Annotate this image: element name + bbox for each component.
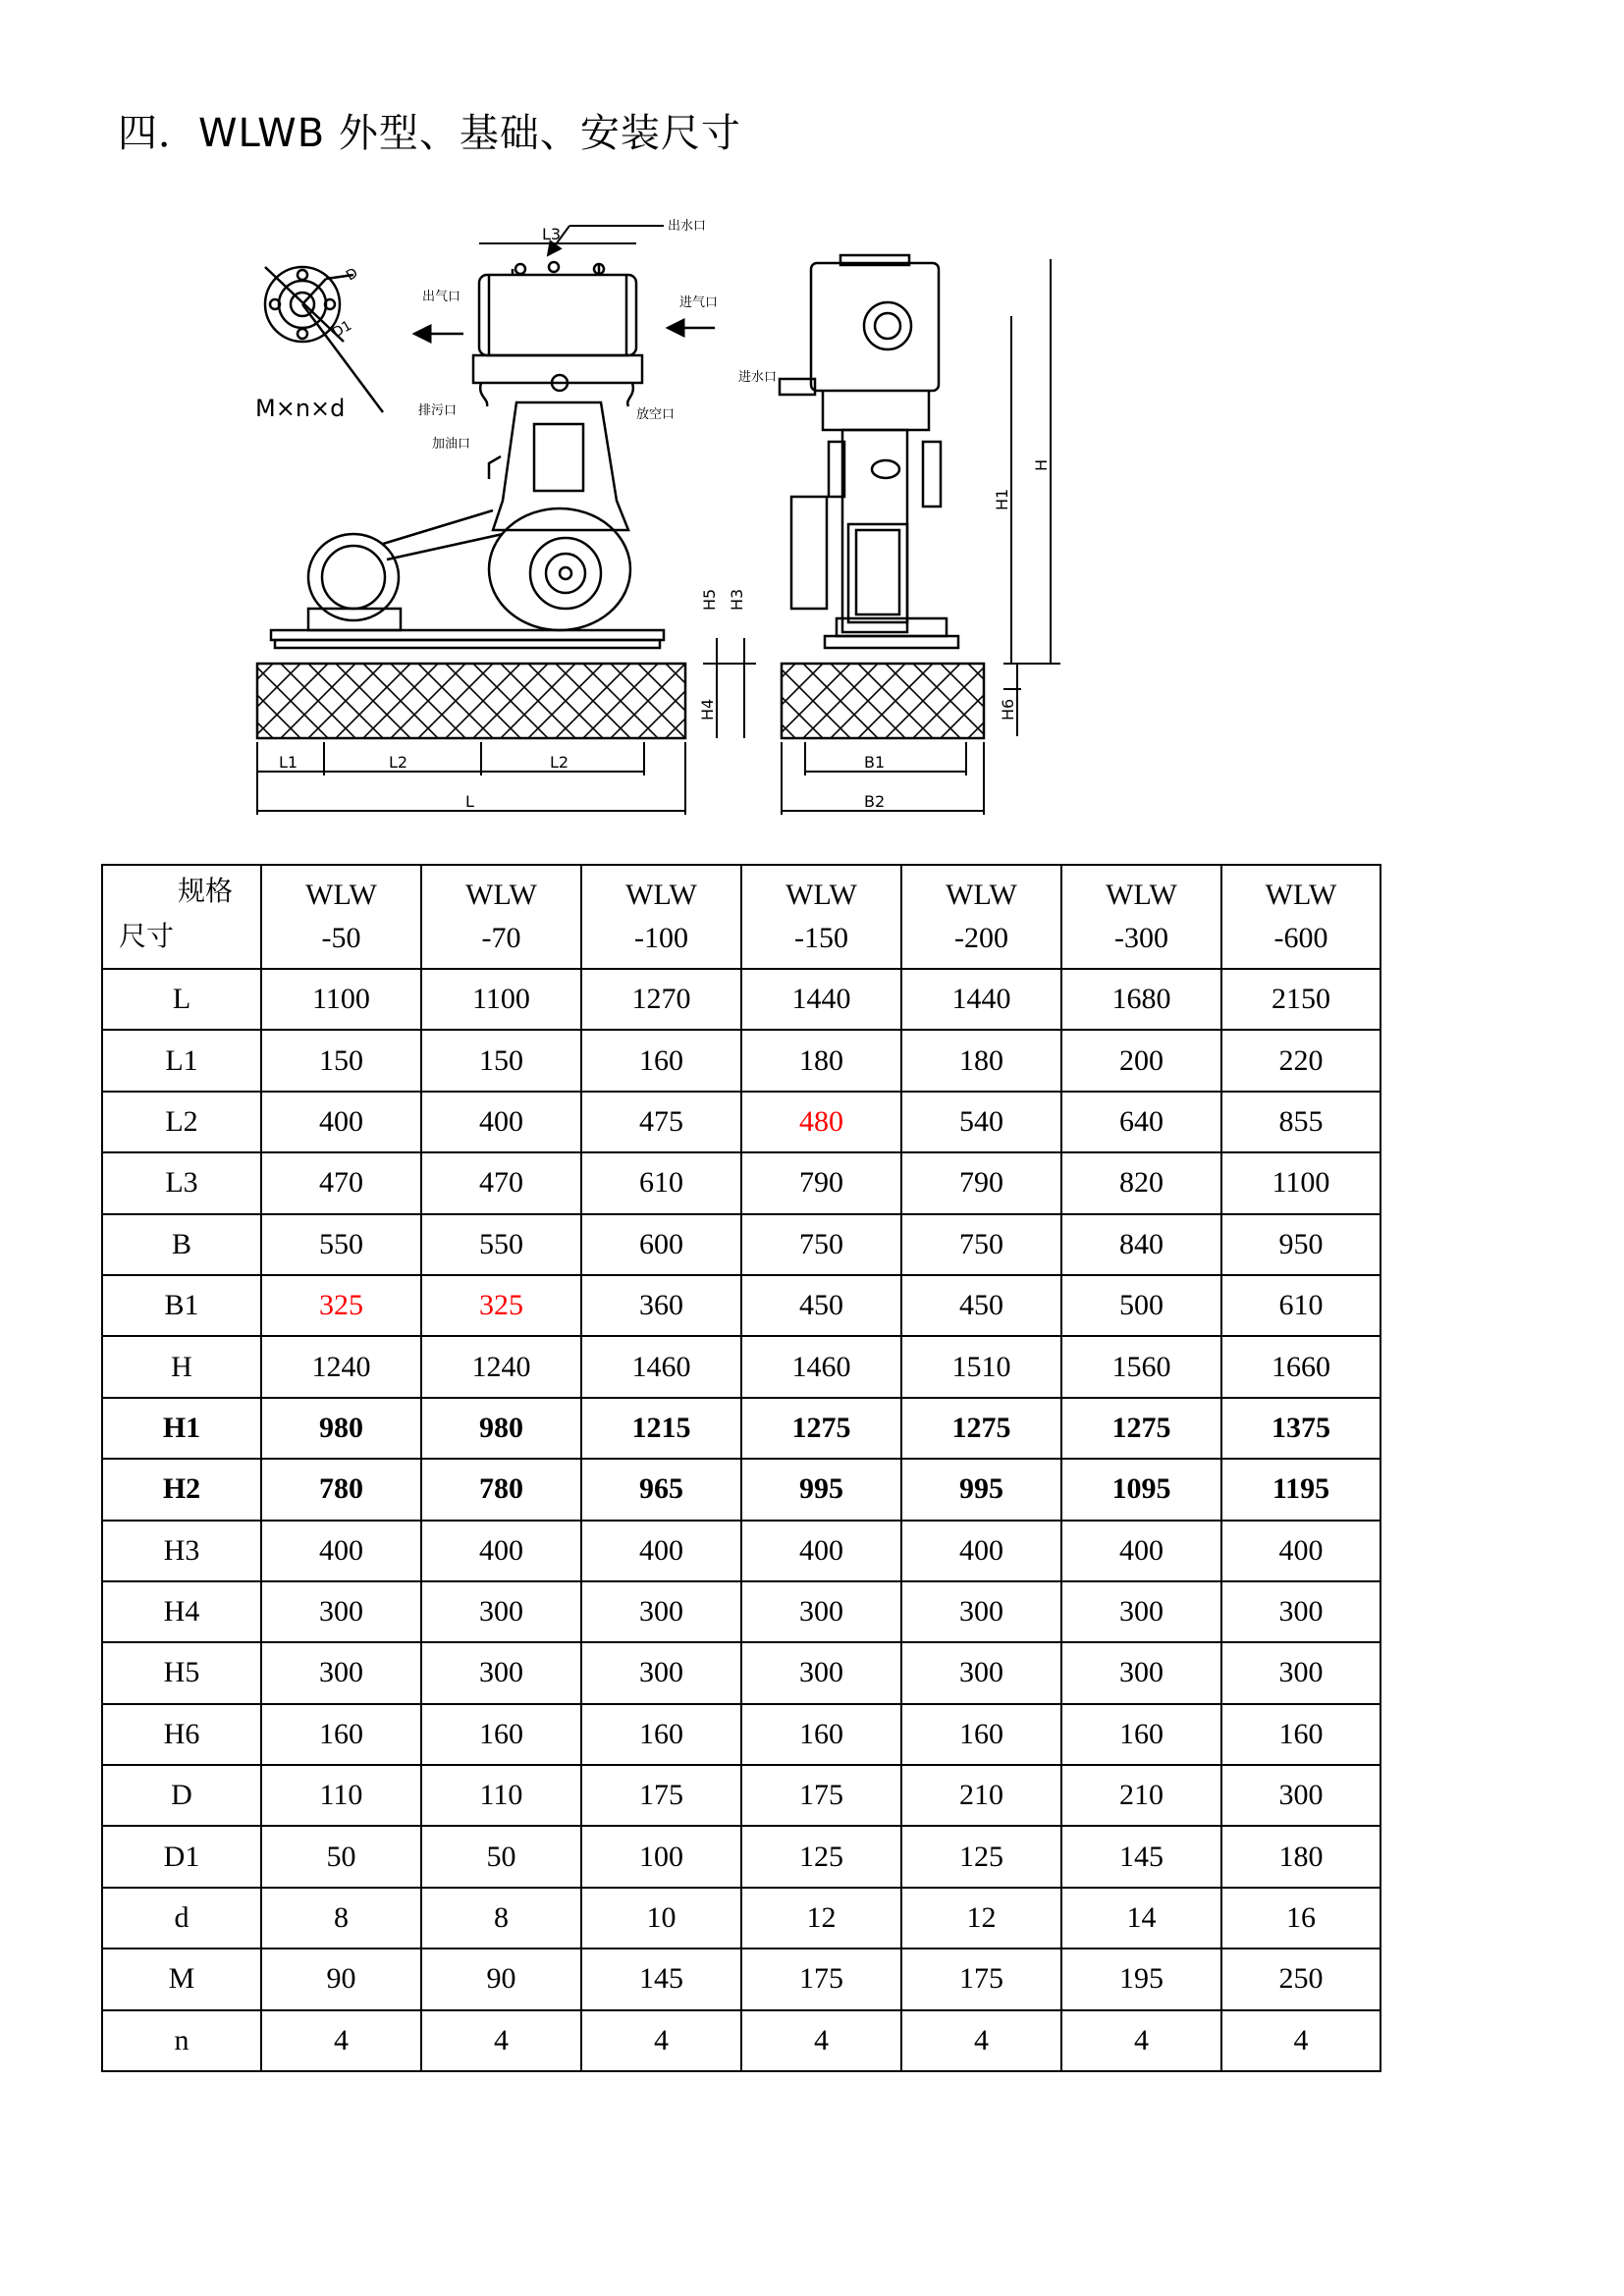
row-label-cell: n xyxy=(102,2010,261,2071)
value-cell: 180 xyxy=(901,1030,1061,1091)
value-cell: 145 xyxy=(581,1949,741,2009)
value-cell: 210 xyxy=(1061,1765,1221,1826)
value-cell: 145 xyxy=(1061,1826,1221,1887)
value-cell: 110 xyxy=(261,1765,421,1826)
value-cell: 470 xyxy=(421,1152,581,1213)
value-cell: 950 xyxy=(1221,1214,1380,1275)
value-cell: 4 xyxy=(261,2010,421,2071)
value-cell: 4 xyxy=(1221,2010,1380,2071)
row-label-cell: H5 xyxy=(102,1642,261,1703)
table-row xyxy=(102,1888,1380,1949)
table-row xyxy=(102,1581,1380,1642)
value-cell: 160 xyxy=(901,1704,1061,1765)
model-name-line2: -50 xyxy=(321,922,361,954)
row-label-cell: L xyxy=(102,969,261,1030)
value-cell: 175 xyxy=(741,1765,901,1826)
value-cell: 820 xyxy=(1061,1152,1221,1213)
value-cell: 1270 xyxy=(581,969,741,1030)
table-header-row xyxy=(102,865,1380,969)
value-cell: 300 xyxy=(901,1642,1061,1703)
flange-d1-label: D1 xyxy=(330,317,355,342)
value-cell: 790 xyxy=(901,1152,1061,1213)
outlet-air-label: 出气口 xyxy=(422,290,461,304)
value-cell: 1460 xyxy=(741,1336,901,1397)
dim-h5-label: H5 xyxy=(700,588,719,611)
model-name-line2: -300 xyxy=(1114,922,1168,954)
flange-formula-label: M×n×d xyxy=(255,395,346,422)
value-cell: 110 xyxy=(421,1765,581,1826)
value-cell: 780 xyxy=(421,1459,581,1520)
table-row xyxy=(102,1459,1380,1520)
value-cell: 1440 xyxy=(901,969,1061,1030)
value-cell: 175 xyxy=(901,1949,1061,2009)
value-cell: 1100 xyxy=(261,969,421,1030)
value-cell: 300 xyxy=(741,1642,901,1703)
value-cell: 210 xyxy=(901,1765,1061,1826)
value-cell: 980 xyxy=(261,1398,421,1459)
dim-l2b-label: L2 xyxy=(550,753,569,772)
corner-bottom-label: 尺寸 xyxy=(119,920,175,952)
vent-label: 放空口 xyxy=(636,407,676,422)
value-cell: 480 xyxy=(741,1092,901,1152)
value-cell: 325 xyxy=(261,1275,421,1336)
value-cell: 400 xyxy=(421,1092,581,1152)
value-cell: 1275 xyxy=(901,1398,1061,1459)
value-cell: 180 xyxy=(1221,1826,1380,1887)
value-cell: 300 xyxy=(581,1581,741,1642)
value-cell: 300 xyxy=(581,1642,741,1703)
value-cell: 980 xyxy=(421,1398,581,1459)
value-cell: 180 xyxy=(741,1030,901,1091)
row-label-cell: H4 xyxy=(102,1581,261,1642)
value-cell: 1275 xyxy=(741,1398,901,1459)
value-cell: 840 xyxy=(1061,1214,1221,1275)
dim-l3-label: L3 xyxy=(542,225,562,243)
value-cell: 300 xyxy=(1061,1642,1221,1703)
value-cell: 160 xyxy=(1221,1704,1380,1765)
value-cell: 300 xyxy=(421,1642,581,1703)
row-label-cell: D xyxy=(102,1765,261,1826)
model-name-line2: -100 xyxy=(634,922,688,954)
model-name-line1: WLW xyxy=(305,879,377,911)
value-cell: 125 xyxy=(901,1826,1061,1887)
value-cell: 160 xyxy=(421,1704,581,1765)
value-cell: 4 xyxy=(421,2010,581,2071)
table-row xyxy=(102,1704,1380,1765)
value-cell: 2150 xyxy=(1221,969,1380,1030)
row-label-cell: L1 xyxy=(102,1030,261,1091)
value-cell: 90 xyxy=(261,1949,421,2009)
dim-h3-label: H3 xyxy=(728,588,746,611)
value-cell: 1375 xyxy=(1221,1398,1380,1459)
value-cell: 8 xyxy=(421,1888,581,1949)
value-cell: 160 xyxy=(261,1704,421,1765)
model-header-cell xyxy=(581,865,741,969)
value-cell: 1660 xyxy=(1221,1336,1380,1397)
model-name-line1: WLW xyxy=(465,879,537,911)
model-name-line1: WLW xyxy=(785,879,857,911)
value-cell: 1215 xyxy=(581,1398,741,1459)
model-header-cell xyxy=(261,865,421,969)
side-view xyxy=(780,255,958,648)
value-cell: 1510 xyxy=(901,1336,1061,1397)
value-cell: 400 xyxy=(1221,1521,1380,1581)
value-cell: 50 xyxy=(261,1826,421,1887)
value-cell: 475 xyxy=(581,1092,741,1152)
value-cell: 10 xyxy=(581,1888,741,1949)
row-label-cell: D1 xyxy=(102,1826,261,1887)
row-label-cell: H xyxy=(102,1336,261,1397)
value-cell: 12 xyxy=(741,1888,901,1949)
value-cell: 550 xyxy=(421,1214,581,1275)
value-cell: 470 xyxy=(261,1152,421,1213)
value-cell: 200 xyxy=(1061,1030,1221,1091)
value-cell: 360 xyxy=(581,1275,741,1336)
value-cell: 12 xyxy=(901,1888,1061,1949)
table-row xyxy=(102,1642,1380,1703)
value-cell: 175 xyxy=(581,1765,741,1826)
value-cell: 1460 xyxy=(581,1336,741,1397)
dim-l-label: L xyxy=(465,792,474,811)
value-cell: 100 xyxy=(581,1826,741,1887)
value-cell: 450 xyxy=(901,1275,1061,1336)
value-cell: 450 xyxy=(741,1275,901,1336)
dim-h-label: H xyxy=(1032,458,1051,471)
value-cell: 300 xyxy=(1221,1581,1380,1642)
value-cell: 965 xyxy=(581,1459,741,1520)
value-cell: 300 xyxy=(421,1581,581,1642)
row-label-cell: H6 xyxy=(102,1704,261,1765)
table-row xyxy=(102,1826,1380,1887)
row-label-cell: H3 xyxy=(102,1521,261,1581)
value-cell: 540 xyxy=(901,1092,1061,1152)
value-cell: 400 xyxy=(261,1092,421,1152)
model-name-line2: -200 xyxy=(954,922,1008,954)
table-row xyxy=(102,1336,1380,1397)
model-name-line2: -150 xyxy=(794,922,848,954)
value-cell: 400 xyxy=(581,1521,741,1581)
dim-h6-label: H6 xyxy=(999,698,1017,721)
table-row xyxy=(102,1092,1380,1152)
table-row xyxy=(102,1765,1380,1826)
value-cell: 855 xyxy=(1221,1092,1380,1152)
value-cell: 4 xyxy=(901,2010,1061,2071)
value-cell: 1195 xyxy=(1221,1459,1380,1520)
dim-l2a-label: L2 xyxy=(389,753,408,772)
model-header-cell xyxy=(1061,865,1221,969)
value-cell: 4 xyxy=(741,2010,901,2071)
value-cell: 1560 xyxy=(1061,1336,1221,1397)
value-cell: 300 xyxy=(741,1581,901,1642)
value-cell: 1240 xyxy=(421,1336,581,1397)
value-cell: 150 xyxy=(421,1030,581,1091)
table-row xyxy=(102,1275,1380,1336)
front-view xyxy=(271,262,664,648)
row-label-cell: L3 xyxy=(102,1152,261,1213)
value-cell: 1100 xyxy=(421,969,581,1030)
value-cell: 4 xyxy=(581,2010,741,2071)
flange-detail xyxy=(265,267,383,412)
value-cell: 150 xyxy=(261,1030,421,1091)
row-label-cell: L2 xyxy=(102,1092,261,1152)
value-cell: 300 xyxy=(1221,1642,1380,1703)
value-cell: 300 xyxy=(901,1581,1061,1642)
table-row xyxy=(102,1152,1380,1213)
dim-b2-label: B2 xyxy=(864,792,886,811)
value-cell: 160 xyxy=(1061,1704,1221,1765)
value-cell: 1100 xyxy=(1221,1152,1380,1213)
front-foundation xyxy=(257,664,685,738)
value-cell: 790 xyxy=(741,1152,901,1213)
value-cell: 4 xyxy=(1061,2010,1221,2071)
pump-outline-drawing xyxy=(236,206,1100,834)
value-cell: 995 xyxy=(901,1459,1061,1520)
value-cell: 175 xyxy=(741,1949,901,2009)
model-header-cell xyxy=(421,865,581,969)
outlet-water-label: 出水口 xyxy=(668,219,707,234)
dim-h4-label: H4 xyxy=(698,698,717,721)
value-cell: 14 xyxy=(1061,1888,1221,1949)
value-cell: 325 xyxy=(421,1275,581,1336)
model-name-line1: WLW xyxy=(946,879,1017,911)
dimension-table xyxy=(101,864,1381,2072)
corner-top-label: 规格 xyxy=(177,875,233,907)
row-label-cell: M xyxy=(102,1949,261,2009)
value-cell: 1240 xyxy=(261,1336,421,1397)
value-cell: 640 xyxy=(1061,1092,1221,1152)
row-label-cell: H1 xyxy=(102,1398,261,1459)
flange-d-label: D xyxy=(344,265,361,285)
value-cell: 195 xyxy=(1061,1949,1221,2009)
value-cell: 750 xyxy=(901,1214,1061,1275)
value-cell: 50 xyxy=(421,1826,581,1887)
value-cell: 400 xyxy=(1061,1521,1221,1581)
value-cell: 1440 xyxy=(741,969,901,1030)
value-cell: 400 xyxy=(901,1521,1061,1581)
model-name-line1: WLW xyxy=(1106,879,1177,911)
page-heading: 四．WLWB 外型、基础、安装尺寸 xyxy=(118,111,741,156)
value-cell: 400 xyxy=(421,1521,581,1581)
table-row xyxy=(102,1214,1380,1275)
value-cell: 500 xyxy=(1061,1275,1221,1336)
model-name-line2: -600 xyxy=(1273,922,1328,954)
value-cell: 300 xyxy=(1221,1765,1380,1826)
value-cell: 1680 xyxy=(1061,969,1221,1030)
dim-h1-label: H1 xyxy=(993,488,1011,510)
table-row xyxy=(102,1521,1380,1581)
value-cell: 220 xyxy=(1221,1030,1380,1091)
model-header-cell xyxy=(1221,865,1380,969)
table-row xyxy=(102,1949,1380,2009)
model-header-cell xyxy=(901,865,1061,969)
value-cell: 160 xyxy=(581,1030,741,1091)
value-cell: 995 xyxy=(741,1459,901,1520)
table-row xyxy=(102,2010,1380,2071)
value-cell: 8 xyxy=(261,1888,421,1949)
row-label-cell: B xyxy=(102,1214,261,1275)
value-cell: 780 xyxy=(261,1459,421,1520)
table-row xyxy=(102,1030,1380,1091)
value-cell: 300 xyxy=(261,1642,421,1703)
value-cell: 1275 xyxy=(1061,1398,1221,1459)
model-name-line2: -70 xyxy=(481,922,521,954)
value-cell: 300 xyxy=(261,1581,421,1642)
value-cell: 160 xyxy=(741,1704,901,1765)
value-cell: 300 xyxy=(1061,1581,1221,1642)
value-cell: 550 xyxy=(261,1214,421,1275)
side-foundation xyxy=(782,664,984,738)
dim-l1-label: L1 xyxy=(279,753,298,772)
model-name-line1: WLW xyxy=(625,879,697,911)
value-cell: 610 xyxy=(581,1152,741,1213)
value-cell: 125 xyxy=(741,1826,901,1887)
inlet-water-label: 进水口 xyxy=(738,370,778,385)
value-cell: 16 xyxy=(1221,1888,1380,1949)
row-label-cell: H2 xyxy=(102,1459,261,1520)
value-cell: 610 xyxy=(1221,1275,1380,1336)
value-cell: 1095 xyxy=(1061,1459,1221,1520)
inlet-air-label: 进气口 xyxy=(679,295,719,310)
table-row xyxy=(102,1398,1380,1459)
row-label-cell: d xyxy=(102,1888,261,1949)
row-label-cell: B1 xyxy=(102,1275,261,1336)
value-cell: 600 xyxy=(581,1214,741,1275)
table-row xyxy=(102,969,1380,1030)
value-cell: 750 xyxy=(741,1214,901,1275)
model-header-cell xyxy=(741,865,901,969)
value-cell: 400 xyxy=(741,1521,901,1581)
value-cell: 400 xyxy=(261,1521,421,1581)
value-cell: 90 xyxy=(421,1949,581,2009)
table-corner-cell xyxy=(102,865,261,969)
value-cell: 160 xyxy=(581,1704,741,1765)
oil-fill-label: 加油口 xyxy=(432,437,471,452)
value-cell: 250 xyxy=(1221,1949,1380,2009)
model-name-line1: WLW xyxy=(1265,879,1337,911)
drain-label: 排污口 xyxy=(418,403,458,418)
dim-b1-label: B1 xyxy=(864,753,886,772)
